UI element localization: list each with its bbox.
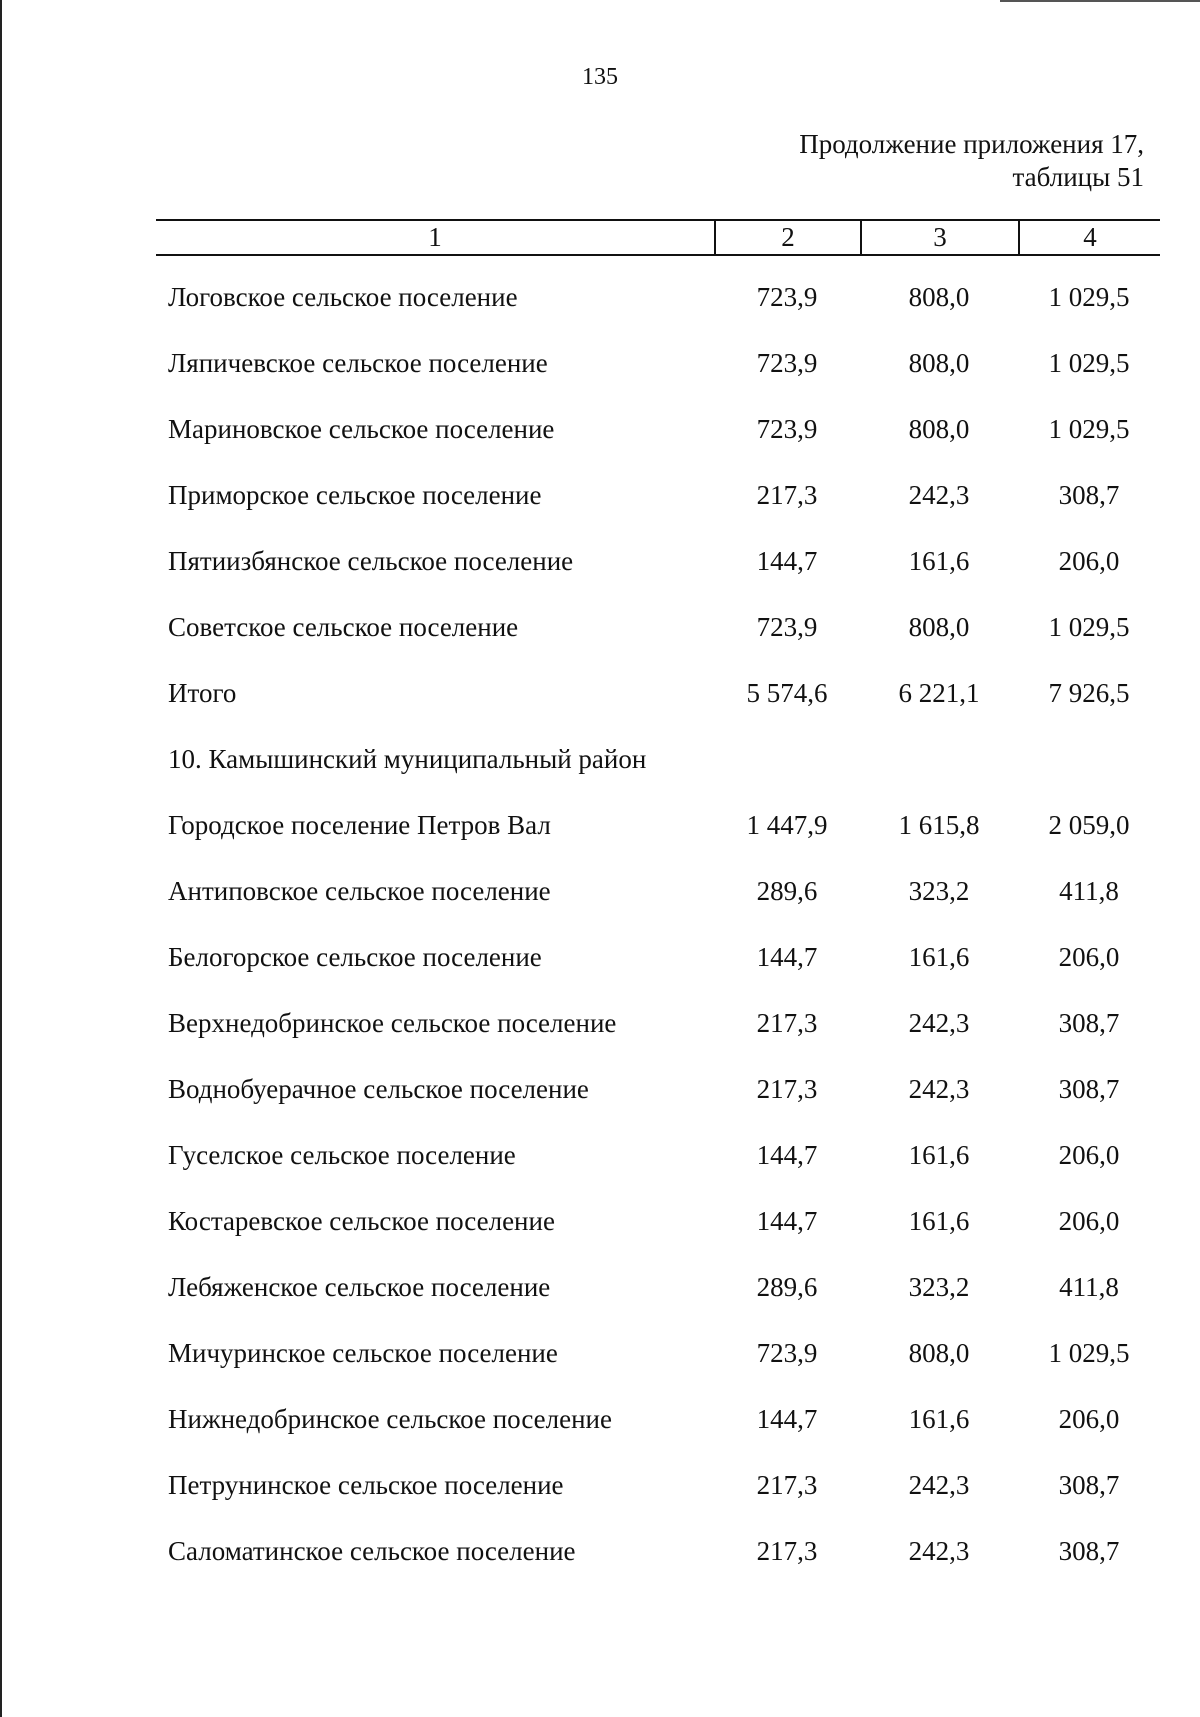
settlement-name: Верхнедобринское сельское поселение (168, 1007, 617, 1038)
value-col-3: 161,6 (908, 941, 970, 972)
value-col-4: 206,0 (1058, 1205, 1120, 1236)
value-col-3: 808,0 (908, 611, 970, 642)
settlement-name: 10. Камышинский муниципальный район (168, 743, 647, 774)
header-col-3: 3 (860, 221, 1018, 254)
table-row (156, 1188, 1160, 1254)
continuation-line-2: таблицы 51 (1012, 162, 1144, 192)
value-col-3: 6 221,1 (898, 677, 980, 708)
value-col-4: 1 029,5 (1048, 611, 1130, 642)
settlement-name: Костаревское сельское поселение (168, 1205, 555, 1236)
continuation-line-1: Продолжение приложения 17, (799, 129, 1144, 159)
table-row (156, 1056, 1160, 1122)
value-col-4: 7 926,5 (1048, 677, 1130, 708)
value-col-4: 206,0 (1058, 941, 1120, 972)
value-col-2: 144,7 (756, 1205, 818, 1236)
scan-edge-left (0, 0, 2, 1717)
value-col-3: 808,0 (908, 281, 970, 312)
settlement-name: Мичуринское сельское поселение (168, 1337, 558, 1368)
value-col-3: 242,3 (908, 1007, 970, 1038)
settlement-name: Советское сельское поселение (168, 611, 519, 642)
table-row (156, 1320, 1160, 1386)
value-col-2: 217,3 (756, 1535, 818, 1566)
value-col-3: 323,2 (908, 1271, 970, 1302)
value-col-3: 161,6 (908, 1139, 970, 1170)
header-col-1: 1 (428, 222, 442, 252)
value-col-2: 723,9 (756, 1337, 818, 1368)
value-col-2: 723,9 (756, 611, 818, 642)
value-col-3: 808,0 (908, 347, 970, 378)
table-row (156, 858, 1160, 924)
value-col-4: 206,0 (1058, 1139, 1120, 1170)
value-col-4: 1 029,5 (1048, 281, 1130, 312)
header-col-4: 4 (1018, 221, 1160, 254)
settlement-name: Нижнедобринское сельское поселение (168, 1403, 612, 1434)
settlement-name: Мариновское сельское поселение (168, 413, 555, 444)
table-row (156, 462, 1160, 528)
value-col-4: 411,8 (1059, 875, 1119, 906)
table-row (156, 1518, 1160, 1584)
table-body (156, 264, 1160, 1584)
value-col-4: 1 029,5 (1048, 1337, 1130, 1368)
value-col-3: 323,2 (908, 875, 970, 906)
value-col-3: 1 615,8 (898, 809, 980, 840)
table-row (156, 1122, 1160, 1188)
value-col-4: 308,7 (1058, 1535, 1120, 1566)
value-col-2: 723,9 (756, 413, 818, 444)
page-number: 135 (582, 64, 618, 90)
settlement-name: Лебяженское сельское поселение (168, 1271, 551, 1302)
settlement-name: Итого (168, 677, 237, 708)
value-col-4: 2 059,0 (1048, 809, 1130, 840)
header-col-2: 2 (714, 221, 860, 254)
value-col-4: 308,7 (1058, 479, 1120, 510)
value-col-2: 5 574,6 (746, 677, 828, 708)
value-col-3: 242,3 (908, 479, 970, 510)
settlement-name: Антиповское сельское поселение (168, 875, 551, 906)
table-row (156, 594, 1160, 660)
value-col-2: 1 447,9 (746, 809, 828, 840)
value-col-3: 242,3 (908, 1073, 970, 1104)
value-col-2: 723,9 (756, 347, 818, 378)
value-col-2: 289,6 (756, 875, 818, 906)
value-col-2: 217,3 (756, 1007, 818, 1038)
value-col-2: 723,9 (756, 281, 818, 312)
value-col-4: 1 029,5 (1048, 347, 1130, 378)
value-col-3: 242,3 (908, 1535, 970, 1566)
section-heading-row (156, 726, 1160, 792)
settlement-name: Воднобуерачное сельское поселение (168, 1073, 589, 1104)
value-col-3: 161,6 (908, 545, 970, 576)
table-row (156, 1254, 1160, 1320)
table-row (156, 264, 1160, 330)
value-col-3: 161,6 (908, 1205, 970, 1236)
table-row (156, 528, 1160, 594)
table-row (156, 792, 1160, 858)
value-col-2: 144,7 (756, 1403, 818, 1434)
value-col-4: 206,0 (1058, 545, 1120, 576)
table-row (156, 660, 1160, 726)
value-col-2: 144,7 (756, 941, 818, 972)
table-row (156, 1386, 1160, 1452)
value-col-2: 217,3 (756, 1073, 818, 1104)
settlement-name: Пятиизбянское сельское поселение (168, 545, 574, 576)
value-col-2: 217,3 (756, 1469, 818, 1500)
value-col-3: 161,6 (908, 1403, 970, 1434)
table-row (156, 924, 1160, 990)
settlement-name: Ляпичевское сельское поселение (168, 347, 548, 378)
value-col-4: 308,7 (1058, 1073, 1120, 1104)
settlement-name: Приморское сельское поселение (168, 479, 542, 510)
settlement-name: Логовское сельское поселение (168, 281, 518, 312)
scan-edge-top (1000, 0, 1200, 2)
value-col-3: 808,0 (908, 413, 970, 444)
value-col-4: 411,8 (1059, 1271, 1119, 1302)
table-row (156, 396, 1160, 462)
settlement-name: Петрунинское сельское поселение (168, 1469, 564, 1500)
value-col-2: 144,7 (756, 545, 818, 576)
value-col-2: 144,7 (756, 1139, 818, 1170)
settlement-name: Городское поселение Петров Вал (168, 809, 551, 840)
value-col-4: 1 029,5 (1048, 413, 1130, 444)
value-col-2: 289,6 (756, 1271, 818, 1302)
settlement-name: Белогорское сельское поселение (168, 941, 542, 972)
value-col-3: 242,3 (908, 1469, 970, 1500)
table-row (156, 1452, 1160, 1518)
value-col-2: 217,3 (756, 479, 818, 510)
table-header (156, 219, 1160, 256)
value-col-4: 308,7 (1058, 1007, 1120, 1038)
value-col-4: 206,0 (1058, 1403, 1120, 1434)
table-row (156, 990, 1160, 1056)
table-row (156, 330, 1160, 396)
value-col-4: 308,7 (1058, 1469, 1120, 1500)
value-col-3: 808,0 (908, 1337, 970, 1368)
settlement-name: Саломатинское сельское поселение (168, 1535, 576, 1566)
settlement-name: Гуселское сельское поселение (168, 1139, 516, 1170)
continuation-note (799, 128, 1144, 194)
